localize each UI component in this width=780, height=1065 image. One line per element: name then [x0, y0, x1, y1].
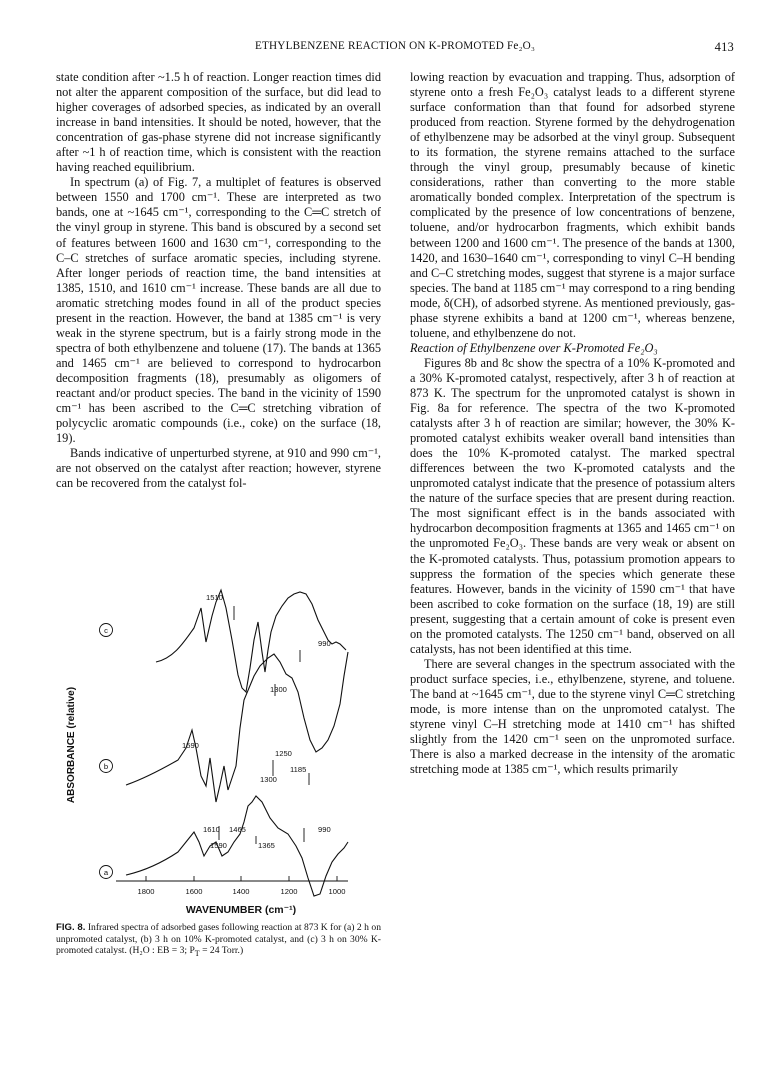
- peak-label: 1610: [203, 825, 220, 834]
- peak-label: 1365: [258, 841, 275, 850]
- x-tick-label: 1600: [185, 887, 203, 896]
- peak-label: 1250: [275, 749, 292, 758]
- right-paragraph-2: Figures 8b and 8c show the spectra of a 10% K-promoted and a 30% K-promoted catalyst, respectively, after 3 h of reaction at 873 K. The spectrum for the unpromoted catalyst is shown in Fig. 8a for reference. The spectra of the two K-promoted catalysts after 3 h of reaction are similar; however, the 30% K-promoted catalyst exhibits weaker overall band intensities than does the 10% K-promoted catalyst. The marked spectral differences between the two K-promoted catalysts and the unpromoted catalyst indicate that the presence of potassium alters the nature of the surface species that are present during reaction. The most significant effect is in the bands associated with hydrocarbon decomposition fragments at 1365 and 1465 cm⁻¹ on the unpromoted Fe₂O₃. These bands are very weak or absent on the K-promoted catalysts. Thus, potassium promotion appears to suppress the formation of the species which generate these features. However, bands in the vicinity of 1590 cm⁻¹ that have been ascribed to coke formation on the surface (18, 19) are still present, suggesting that a certain amount of coke is present even on the promoted catalysts. The 1250 cm⁻¹ band, observed on all catalysts, has not been identified at this time.: [410, 355, 735, 656]
- left-paragraph-3: Bands indicative of unperturbed styrene, at 910 and 990 cm⁻¹, are not observed on the catalyst after reaction; however, styrene can be recovered from the catalyst fol-: [56, 446, 381, 491]
- ir-spectra-figure: [56, 580, 386, 915]
- svg-text:a: a: [103, 868, 109, 877]
- running-title: ETHYLBENZENE REACTION ON K-PROMOTED Fe₂O₃: [254, 40, 536, 52]
- page-number: 413: [714, 40, 734, 54]
- peak-label: 990: [318, 825, 331, 834]
- peak-label: 1590: [182, 741, 199, 750]
- figure-8: [56, 580, 386, 915]
- spectrum-label-b: [100, 760, 113, 773]
- peak-label: 1510: [206, 593, 223, 602]
- y-axis-label: ABSORBANCE (relative): [66, 686, 77, 804]
- right-column: [410, 70, 735, 777]
- peak-label: 1590: [210, 841, 227, 850]
- caption-subscript: T: [194, 949, 200, 959]
- peak-label: 990: [318, 639, 331, 648]
- peak-label: 1300: [270, 685, 287, 694]
- x-tick-label: 1800: [137, 887, 155, 896]
- caption-tail: = 24 Torr.): [199, 945, 244, 957]
- svg-text:b: b: [103, 762, 109, 771]
- page-header: [56, 40, 734, 58]
- spectrum-label-a: [100, 866, 113, 879]
- section-title: Reaction of Ethylbenzene over K-Promoted Fe₂O₃: [410, 340, 658, 355]
- left-column: [56, 70, 381, 491]
- spectrum-b: [126, 652, 348, 802]
- x-tick-label: 1400: [232, 887, 250, 896]
- x-tick-label: 1200: [280, 887, 298, 896]
- peak-label: 1185: [290, 765, 307, 774]
- caption-text: Infrared spectra of adsorbed gases following reaction at 873 K for (a) 2 h on unpromoted catalyst, (b) 3 h on 10% K-promoted catalyst, and (c) 3 h on 30% K-promoted catalyst. (H₂O : EB = 3; P: [56, 922, 381, 957]
- left-paragraph-1: state condition after ~1.5 h of reaction. Longer reaction times did not alter the apparent composition of the surface, but did lead to higher coverages of adsorbed species, as indicated by an overall increase in band intensities. It should be noted, however, that the concentration of gas-phase styrene did not increase significantly after ~1 h of reaction time, which is consistent with the reaction having reached equilibrium.: [56, 70, 381, 175]
- right-paragraph-1: lowing reaction by evacuation and trapping. Thus, adsorption of styrene onto a fresh Fe₂O₃ catalyst leads to a different styrene surface conformation than that found for adsorbed styrene produced from reaction. Styrene formed by the dehydrogenation of ethylbenzene may be adsorbed at the vinyl group. Subsequent to its formation, the styrene remains attached to the surface through the vinyl group, presumably because of kinetic considerations, rather than converting to the more stable aromatically bonded complex. Interpretation of the spectrum is complicated by the presence of low concentrations of benzene, toluene, and/or hydrocarbon fragments, which exhibit bands between 1200 and 1600 cm⁻¹. The presence of the bands at 1300, 1420, and 1630–1640 cm⁻¹, corresponding to vinyl C–H bending and C–C stretching modes, suggest that styrene is a major surface species. The band at 1185 cm⁻¹ may correspond to a ring bending mode, δ(CH), of adsorbed styrene. As mentioned previously, gas-phase styrene exhibits a band at 1200 cm⁻¹, whereas benzene, toluene, and ethylbenzene do not.: [410, 70, 735, 340]
- spectrum-label-c: [100, 624, 113, 637]
- figure-caption: [56, 922, 381, 960]
- peak-label: 1465: [229, 825, 246, 834]
- x-tick-label: 1000: [328, 887, 346, 896]
- svg-text:c: c: [104, 626, 108, 635]
- x-axis-label: WAVENUMBER (cm⁻¹): [185, 904, 297, 915]
- caption-label: FIG. 8.: [56, 922, 86, 933]
- peak-label: 1300: [260, 775, 277, 784]
- left-paragraph-2: In spectrum (a) of Fig. 7, a multiplet of features is observed between 1550 and 1700 cm⁻¹. These are interpreted as two bands, one at ~1645 cm⁻¹, corresponding to the C═C stretch of the vinyl group in styrene. This band is obscured by a second set of features between 1600 and 1630 cm⁻¹, corresponding to the C–C stretches of surface aromatic species, including styrene. After longer periods of reaction time, the band intensities at 1385, 1510, and 1610 cm⁻¹ increase. These bands are all due to aromatic stretching modes found in all of the product species present in the reaction. However, the band at 1385 cm⁻¹ is very weak in the styrene spectrum, but is a fairly strong mode in the spectra of both ethylbenzene and toluene (17). The bands at 1365 and 1465 cm⁻¹ are believed to correspond to hydrocarbon decomposition fragments (18), presumably as oligomers of reactant and/or product species. The band in the vicinity of 1590 cm⁻¹ has been ascribed to the C═C stretching vibration of polycyclic aromatic compounds (i.e., coke) on the surface (18, 19).: [56, 175, 381, 446]
- right-paragraph-3: There are several changes in the spectrum associated with the product surface species, i.e., ethylbenzene, styrene, and toluene. The band at ~1645 cm⁻¹, due to the styrene vinyl C═C stretching mode, is more intense than on the unpromoted catalyst. The styrene vinyl C–H stretching mode at 1410 cm⁻¹ has shifted slightly from the 1420 cm⁻¹ seen on the unpromoted surface. There is also a marked decrease in the intensity of the aromatic stretching mode at 1385 cm⁻¹, which results primarily: [410, 656, 735, 777]
